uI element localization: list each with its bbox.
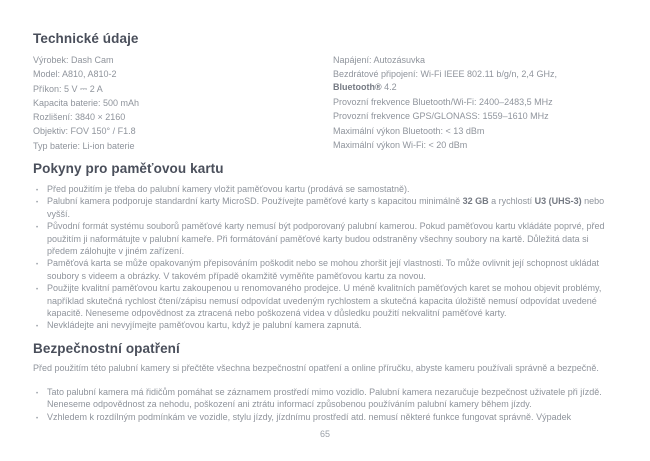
memory-bullet-microsd: • Palubní kamera podporuje standardní karty MicroSD. Používejte paměťové karty s kapacitou minimálně 32 GB a rychlostí U3 (UHS-3) nebo vyšší. <box>36 196 605 219</box>
spec-battery-capacity: Kapacita baterie: 500 mAh <box>33 97 140 108</box>
spec-product: Výrobek: Dash Cam <box>33 55 114 65</box>
memory-card-bullet-list <box>33 183 619 332</box>
spec-max-power-wifi: Maximální výkon Wi-Fi: < 20 dBm <box>333 140 468 150</box>
memory-bullet-insert-card: • Před použitím je třeba do palubní kamery vložit paměťovou kartu (prodává se samostatně). <box>33 183 619 195</box>
bullet-marker: • <box>36 287 39 294</box>
spec-freq-bt-wifi: Provozní frekvence Bluetooth/Wi-Fi: 2400–2483,5 MHz <box>333 97 553 108</box>
spec-battery-type: Typ baterie: Li-ion baterie <box>33 140 135 151</box>
bluetooth-version: 4.2 <box>381 82 397 93</box>
spec-power-supply: Napájení: Autozásuvka <box>333 55 426 65</box>
spec-wireless <box>333 67 633 95</box>
bullet-marker: • <box>36 200 39 207</box>
safety-bullet-list <box>33 386 619 423</box>
safety-bullet-conditions: • Vzhledem k rozdílným podmínkám ve vozidle, stylu jízdy, jízdnímu prostředí atd. nemusí některé funkce fungovat správně. Výpadek <box>33 411 619 423</box>
memory-bullet-quality: • Použijte kvalitní paměťovou kartu zakoupenou u renomovaného prodejce. U méně kvalitních paměťových karet se mohou objevit problémy, například skutečná rychlost čtení/zápisu nemusí odpovídat uvedeným rychlostem a skutečná kapacita úložiště nemusí odpovídat uvedené kapacitě. Neneseme odpovědnost za ztracená nebo poškozená videa v důsledku použití nekvalitní paměťové karty. <box>36 283 602 319</box>
spec-lens: Objektiv: FOV 150° / F1.8 <box>33 126 136 137</box>
memory-bullet-format: • Původní formát systému souborů paměťové karty nemusí být podporovaný palubní kamerou. Pokud paměťovou kartu vkládáte poprvé, před použitím ji naformátujte v palubní kameře. Při formátování paměťové karty budou odstraněny všechny soubory na kartě. Důležitá data si předem zálohujte v jiném zařízení. <box>36 221 605 257</box>
memory-card-heading: Pokyny pro paměťovou kartu <box>33 161 224 176</box>
tech-specs-heading: Technické údaje <box>33 31 139 46</box>
speed-class-bold: U3 (UHS-3) <box>534 196 582 207</box>
spec-max-power-bt: Maximální výkon Bluetooth: < 13 dBm <box>333 125 485 136</box>
safety-heading: Bezpečnostní opatření <box>33 341 180 356</box>
page-number: 65 <box>319 429 330 439</box>
capacity-bold: 32 GB <box>462 196 489 207</box>
bullet-marker: • <box>36 262 39 269</box>
bullet-marker: • <box>36 391 39 397</box>
spec-input-power: Příkon: 5 V ⎓ 2 A <box>33 83 103 94</box>
bullet-marker: • <box>36 415 39 422</box>
tech-specs-left-column <box>33 53 328 153</box>
bullet-marker: • <box>36 324 39 331</box>
memory-bullet-wear: • Paměťová karta se může opakovaným přepisováním poškodit nebo se mohou zhoršit její vlastnosti. To může ovlivnit její schopnost ukládat soubory s videem a obrázky. V takovém případě okamžitě vyměňte paměťovou kartu za novou. <box>36 258 599 281</box>
spec-wireless-line1: Bezdrátové připojení: Wi-Fi IEEE 802.11 b/g/n, 2,4 GHz, <box>333 69 557 80</box>
safety-intro: Před použitím této palubní kamery si přečtěte všechna bezpečnostní opatření a online příručku, abyste kameru používali správně a bezpečně. <box>33 363 599 373</box>
tech-specs-right-column <box>333 53 633 152</box>
spec-freq-gps: Provozní frekvence GPS/GLONASS: 1559–1610 MHz <box>333 111 549 122</box>
bluetooth-label: Bluetooth® <box>333 82 382 93</box>
bullet-marker: • <box>36 225 39 232</box>
spec-wireless-line2 <box>333 81 633 94</box>
safety-bullet-purpose: • Tato palubní kamera má řidičům pomáhat se záznamem prostředí mimo vozidlo. Palubní kamera nezaručuje bezpečnost uživatele při jízdě. Neneseme odpovědnost za nehodu, poškození ani ztrátu informací způsobenou používáním palubní kamery během jízdy. <box>36 387 602 410</box>
spec-model: Model: A810, A810-2 <box>33 69 117 80</box>
bullet-marker: • <box>36 188 39 194</box>
spec-resolution: Rozlišení: 3840 × 2160 <box>33 112 126 123</box>
memory-bullet-removal: • Nevkládejte ani nevyjímejte paměťovou kartu, když je palubní kamera zapnutá. <box>33 319 619 331</box>
